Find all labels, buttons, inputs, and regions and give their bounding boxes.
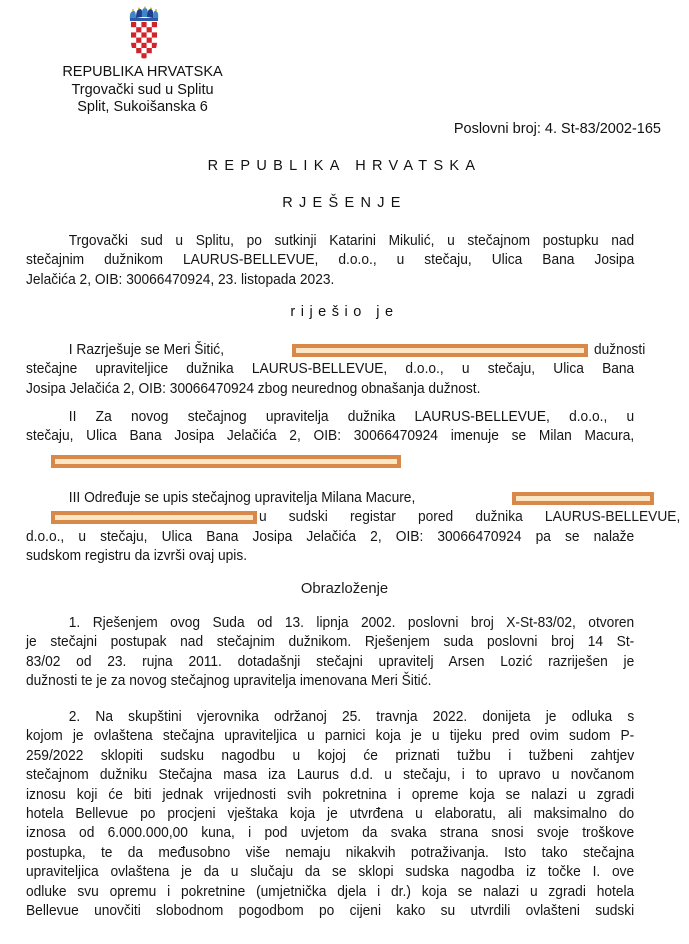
item-i-text: I Razrješuje se Meri Šitić, xyxy=(68,342,225,358)
intro-line: Jelačića 2, OIB: 30066470924, 23. listopada 2023. xyxy=(26,271,335,288)
reasoning-line: 259/2022 sklopiti sudsku nagodbu u kojoj će priznati tužbu i tužbeni zahtjev xyxy=(26,747,635,764)
reasoning-line: upraviteljica ovlaštena je da u slučaju da se sklopi sudska nagodba iz točke I. ove xyxy=(26,864,635,881)
intro-paragraph xyxy=(26,232,634,290)
item-ii-line: II Za novog stečajnog upravitelja dužnika LAURUS-BELLEVUE, d.o.o., u xyxy=(68,409,635,425)
redaction-bar xyxy=(292,344,588,357)
item-iii-line: sudskom registru da izvrši ovaj upis. xyxy=(26,548,248,565)
item-ii-line: stečaju, Ulica Bana Josipa Jelačića 2, OIB: 30066470924 imenuje se Milan Macura, xyxy=(26,428,635,445)
reasoning-line: iznosu koji će biti jednak vrijednosti svih pokretnina i opreme koja se nalazi u zgradi xyxy=(26,786,635,803)
reasoning-line: stečajnom dužniku Stečajna masa iza Laurus d.d. u stečaju, i to upravo u novčanom xyxy=(26,767,635,784)
reasoning-line: je stečajni postupak nad stečajnim dužnikom. Rješenjem suda poslovni broj 14 St- xyxy=(26,634,635,651)
court-header-address: Split, Sukoišanska 6 xyxy=(77,99,208,115)
redaction-bar xyxy=(512,492,654,505)
reasoning-line: 83/02 od 23. rujna 2011. dotadašnji stečajni upravitelj Arsen Lozić razriješen je xyxy=(26,653,635,670)
item-iii-line: d.o.o., u stečaju, Ulica Bana Josipa Jelačića 2, OIB: 30066470924 pa se nalaže xyxy=(26,528,635,545)
reasoning-line: 2. Na skupštini vjerovnika održanoj 25. travnja 2022. donijeta je odluka s xyxy=(68,709,635,725)
reasoning-line: postupka, te da međusobno više nemaju nikakvih potraživanja. Isto tako stečajna xyxy=(26,844,635,861)
item-i-line: Josipa Jelačića 2, OIB: 30066470924 zbog neurednog obnašanja dužnost. xyxy=(26,380,481,397)
redaction-bar xyxy=(51,511,257,524)
croatian-coat-of-arms-icon xyxy=(128,6,160,60)
case-number: Poslovni broj: 4. St-83/2002-165 xyxy=(453,121,661,137)
title-decision: RJEŠENJE xyxy=(282,195,407,211)
reasoning-line: hotela Bellevue po procjeni vještaka koja je utvrđena u elaboratu, ali maksimalno do xyxy=(26,805,635,822)
reasoning-line: dužnosti te je za novog stečajnog upravitelja imenovana Meri Šitić. xyxy=(26,673,432,690)
item-iii-text-after: u sudski registar pored dužnika LAURUS-BELLEVUE, xyxy=(259,509,681,525)
item-i-text-after: dužnosti xyxy=(594,342,646,358)
reasoning-line: odluke svu opremu i pokretnine (umjetnička djela i dr.) koja se nalazi u zgradi hotela xyxy=(26,883,635,900)
reasoning-line: iznosa od 6.000.000,00 kuna, i pod uvjetom da svaka strana snosi svoje troškove xyxy=(26,825,635,842)
redaction-bar xyxy=(51,455,401,468)
reasoning-heading: Obrazloženje xyxy=(300,581,389,597)
intro-line: Trgovački sud u Splitu, po sutkinji Katarini Mikulić, u stečajnom postupku nad xyxy=(68,233,635,249)
reasoning-paragraph-2 xyxy=(26,708,634,921)
reasoning-line: 1. Rješenjem ovog Suda od 13. lipnja 2002. poslovni broj X-St-83/02, otvoren xyxy=(68,615,635,631)
court-header-country: REPUBLIKA HRVATSKA xyxy=(62,64,223,80)
resolved-heading: riješio je xyxy=(290,304,399,320)
reasoning-line: kojom je ovlaštena stečajna upraviteljica u parnici koja je u tijeku pred ovim sudom P- xyxy=(26,728,635,745)
title-country: REPUBLIKA HRVATSKA xyxy=(207,158,482,174)
item-iii-text: III Određuje se upis stečajnog upravitelja Milana Macure, xyxy=(68,490,416,506)
court-header xyxy=(40,64,245,117)
court-header-court: Trgovački sud u Splitu xyxy=(71,81,214,98)
intro-line: stečajnim dužnikom LAURUS-BELLEVUE, d.o.o., u stečaju, Ulica Bana Josipa xyxy=(26,252,635,269)
reasoning-line: Bellevue unovčiti slobodnom pogodbom po cijeni kako su utvrdili ovlašteni sudski xyxy=(26,902,635,919)
item-ii xyxy=(26,408,634,447)
item-i-line: stečajne upraviteljice dužnika LAURUS-BELLEVUE, d.o.o., u stečaju, Ulica Bana xyxy=(26,361,635,378)
reasoning-paragraph-1 xyxy=(26,614,634,692)
